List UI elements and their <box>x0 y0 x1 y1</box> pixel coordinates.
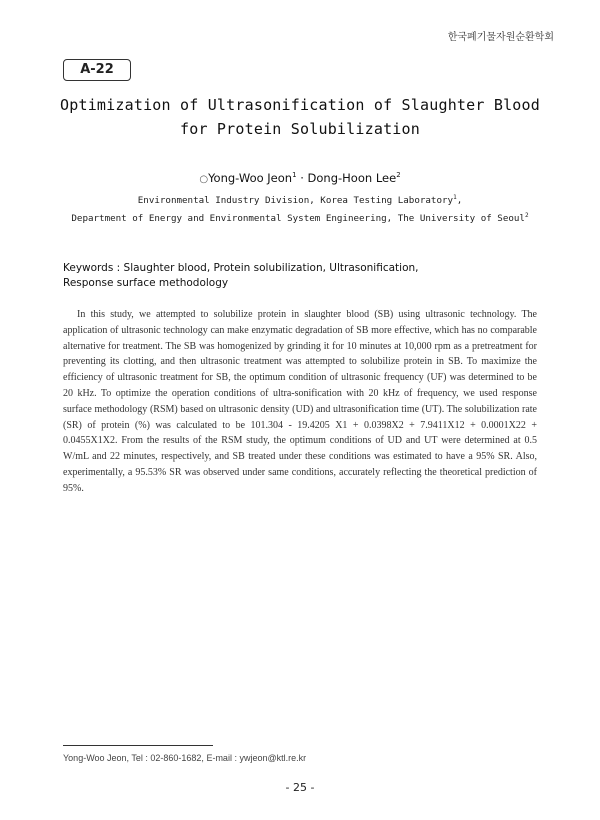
keywords <box>63 261 543 291</box>
abstract-body: In this study, we attempted to solubilize protein in slaughter blood (SB) using ultrasonic technology. The application of ultrasonic technology can make enzymatic degradation of SB more effective, which has no comparable alternative for treatment. The SB was homogenized by grinding it for 10 minutes at 10,000 rpm as a pretreatment for preventing its clotting, and then ultrasonic treatment was attempted to solubilize protein in SB. To maximize the efficiency of ultrasonic treatment for SB, the optimum condition of ultrasonic frequency (UF) was determined to be 20 kHz. To optimize the operation conditions of ultra-sonification with 20 kHz of frequency, we used response surface methodology (RSM) based on ultrasonic density (UD) and ultrasonification time (UT). The solubilization rate (SR) of protein (%) was calculated to be 101.304 - 19.4205 X1 + 0.0398X2 + 7.9411X12 + 0.0001X22 + 0.0455X1X2. From the results of the RSM study, the optimum conditions of UD and UT were determined at 0.5 W/mL and 22 minutes, respectively, and SB treated under these conditions was estimated to have a 95% SR. Also, experimentally, a 95.53% SR was observed under same conditions, accurately reflecting the theoretical prediction of 95%. <box>63 309 537 494</box>
paper-title-line2: for Protein Solubilization <box>180 120 420 138</box>
society-header: 한국폐기물자원순환학회 <box>447 32 554 43</box>
paper-title-line1: Optimization of Ultrasonification of Slaughter Blood <box>60 96 540 114</box>
author-list <box>40 171 560 185</box>
affiliation-2 <box>40 212 560 224</box>
corresponding-author-footnote: Yong-Woo Jeon, Tel : 02-860-1682, E-mail : ywjeon@ktl.re.kr <box>63 753 307 763</box>
keywords-line1: Keywords : Slaughter blood, Protein solubilization, Ultrasonification, <box>63 262 419 274</box>
author-2: Dong-Hoon Lee <box>307 171 397 185</box>
affiliation-2-mark: 2 <box>524 212 529 219</box>
paper-title <box>40 93 560 141</box>
author-separator: · <box>296 171 308 185</box>
author-2-affil-mark: 2 <box>396 171 401 180</box>
affiliation-1-text: Environmental Industry Division, Korea Testing Laboratory <box>137 195 454 207</box>
affiliation-1 <box>40 194 560 206</box>
affiliation-1-mark: 1 <box>453 194 457 201</box>
page-number: - 25 - <box>285 781 315 794</box>
author-1: Yong-Woo Jeon <box>208 171 293 185</box>
author-1-affil-mark: 1 <box>292 171 297 180</box>
affiliation-2-text: Department of Energy and Environmental System Engineering, The University of Seoul <box>71 213 525 225</box>
footnote-divider <box>63 745 213 746</box>
presenter-mark: ○ <box>199 174 209 185</box>
affiliation-1-suffix: , <box>456 195 463 207</box>
paper-code-badge: A-22 <box>63 59 131 81</box>
keywords-line2: Response surface methodology <box>63 277 229 289</box>
